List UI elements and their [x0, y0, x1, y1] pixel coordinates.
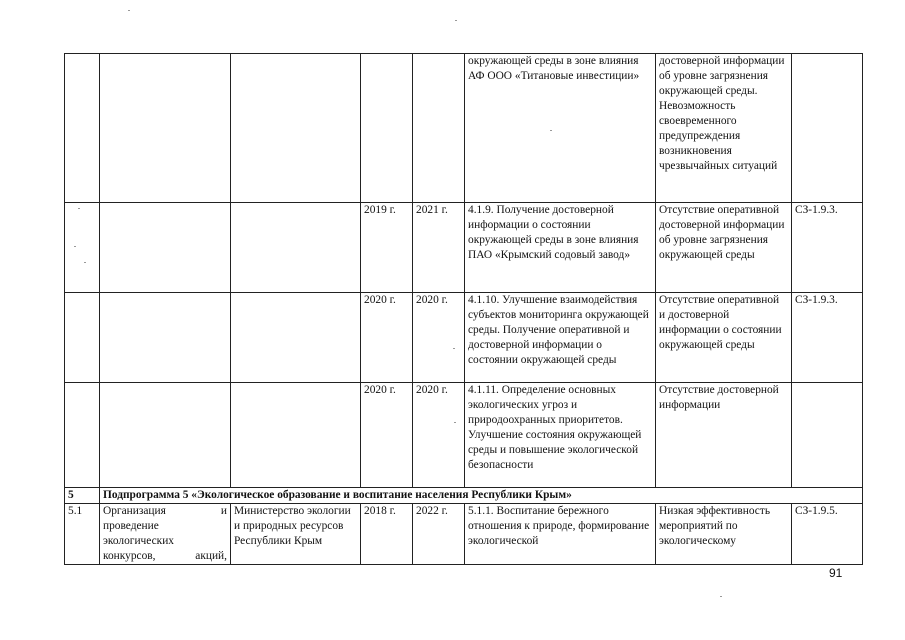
end-year-cell: 2020 г.: [413, 293, 465, 383]
start-year-cell: 2020 г.: [361, 293, 413, 383]
consequence-cell: Отсутствие оперативной и достоверной информации о состоянии окружающей среды: [656, 293, 792, 383]
row-number-cell: 5.1: [65, 504, 100, 565]
end-year-cell: [413, 54, 465, 203]
consequence-cell: Отсутствие достоверной информации: [656, 383, 792, 488]
indicator-code-cell: [792, 54, 863, 203]
start-year-cell: [361, 54, 413, 203]
section-title: Подпрограмма 5 «Экологическое образование и воспитание населения Республики Крым»: [100, 488, 863, 504]
page-number: 91: [829, 566, 843, 580]
program-table: [64, 53, 863, 565]
executor-cell: [231, 203, 361, 293]
scan-speck: [74, 246, 76, 247]
scan-speck: [453, 348, 455, 349]
end-year-cell: 2021 г.: [413, 203, 465, 293]
expected-result-cell: 4.1.10. Улучшение взаимодействия субъектов мониторинга окружающей среды. Получение оперативной и достоверной информации о состоянии окружающей среды: [465, 293, 656, 383]
table-row: [65, 383, 863, 488]
table-row: [65, 293, 863, 383]
executor-cell: [231, 54, 361, 203]
executor-cell: Министерство экологии и природных ресурсов Республики Крым: [231, 504, 361, 565]
table-row: [65, 54, 863, 203]
section-header-row: [65, 488, 863, 504]
consequence-cell: Низкая эффективность мероприятий по экологическому: [656, 504, 792, 565]
scan-speck: [84, 262, 86, 263]
start-year-cell: 2020 г.: [361, 383, 413, 488]
end-year-cell: 2020 г.: [413, 383, 465, 488]
expected-result-cell: окружающей среды в зоне влияния АФ ООО «Титановые инвестиции»: [465, 54, 656, 203]
indicator-code-cell: СЗ-1.9.3.: [792, 203, 863, 293]
table-row: [65, 203, 863, 293]
expected-result-cell: 4.1.9. Получение достоверной информации о состоянии окружающей среды в зоне влияния ПАО «Крымский содовый завод»: [465, 203, 656, 293]
expected-result-cell: 4.1.11. Определение основных экологических угроз и природоохранных приоритетов. Улучшение состояния окружающей среды и повышение экологической безопасности: [465, 383, 656, 488]
end-year-cell: 2022 г.: [413, 504, 465, 565]
scan-speck: [720, 596, 722, 597]
activity-name-cell: [100, 54, 231, 203]
row-number-cell: [65, 383, 100, 488]
indicator-code-cell: СЗ-1.9.5.: [792, 504, 863, 565]
indicator-code-cell: СЗ-1.9.3.: [792, 293, 863, 383]
activity-name-cell: [100, 293, 231, 383]
activity-name-cell: [100, 383, 231, 488]
consequence-cell: достоверной информации об уровне загрязнения окружающей среды. Невозможность своевременного предупреждения возникновения чрезвычайных ситуаций: [656, 54, 792, 203]
row-number-cell: [65, 293, 100, 383]
table-row: [65, 504, 863, 565]
scan-speck: [550, 130, 552, 131]
section-number: 5: [65, 488, 100, 504]
scan-speck: [454, 422, 456, 423]
activity-name-cell: Организация и проведение экологических конкурсов, акций,: [100, 504, 231, 565]
row-number-cell: [65, 203, 100, 293]
start-year-cell: 2019 г.: [361, 203, 413, 293]
executor-cell: [231, 293, 361, 383]
expected-result-cell: 5.1.1. Воспитание бережного отношения к природе, формирование экологической: [465, 504, 656, 565]
executor-cell: [231, 383, 361, 488]
consequence-cell: Отсутствие оперативной достоверной информации об уровне загрязнения окружающей среды: [656, 203, 792, 293]
scan-speck: [455, 20, 457, 21]
scan-speck: [128, 10, 130, 11]
start-year-cell: 2018 г.: [361, 504, 413, 565]
row-number-cell: [65, 54, 100, 203]
indicator-code-cell: [792, 383, 863, 488]
activity-name-cell: [100, 203, 231, 293]
scan-speck: [78, 208, 80, 209]
